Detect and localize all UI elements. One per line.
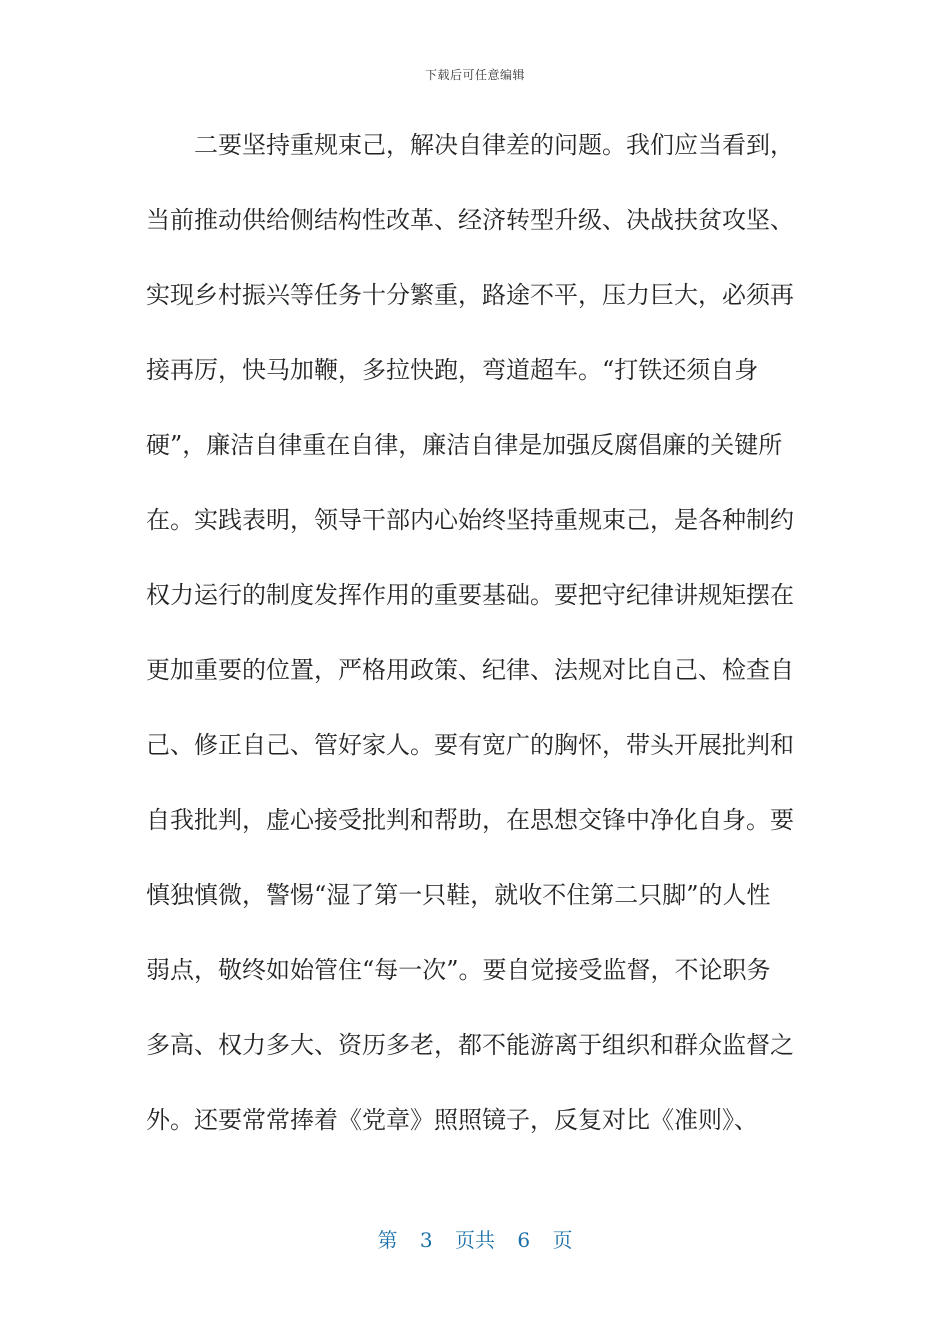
text-line: 外。还要常常捧着《党章》照照镜子，反复对比《准则》、 <box>146 1106 758 1134</box>
text-line: 权力运行的制度发挥作用的重要基础。要把守纪律讲规矩摆在 <box>146 581 794 609</box>
footer-prefix: 第 <box>377 1228 398 1252</box>
text-line: 当前推动供给侧结构性改革、经济转型升级、决战扶贫攻坚、 <box>146 206 794 234</box>
text-line: 弱点，敬终如始管住“每一次”。要自觉接受监督，不论职务 <box>146 956 771 984</box>
page-footer <box>0 1224 950 1253</box>
text-line: 在。实践表明，领导干部内心始终坚持重规束己，是各种制约 <box>146 506 794 534</box>
header-note: 下载后可任意编辑 <box>424 68 525 82</box>
text-line: 硬”，廉洁自律重在自律，廉洁自律是加强反腐倡廉的关键所 <box>146 431 783 459</box>
footer-middle: 页共 <box>455 1228 495 1252</box>
total-pages-number: 6 <box>517 1228 531 1252</box>
text-line: 自我批判，虚心接受批判和帮助，在思想交锋中净化自身。要 <box>146 806 794 834</box>
current-page-number: 3 <box>419 1228 433 1252</box>
text-line: 实现乡村振兴等任务十分繁重，路途不平，压力巨大，必须再 <box>146 281 794 309</box>
text-line: 接再厉，快马加鞭，多拉快跑，弯道超车。“打铁还须自身 <box>146 356 759 384</box>
footer-suffix: 页 <box>552 1228 573 1252</box>
text-line: 己、修正自己、管好家人。要有宽广的胸怀，带头开展批判和 <box>146 731 794 759</box>
body-text <box>146 108 794 1158</box>
text-line: 多高、权力多大、资历多老，都不能游离于组织和群众监督之 <box>146 1031 794 1059</box>
text-line: 更加重要的位置，严格用政策、纪律、法规对比自己、检查自 <box>146 656 794 684</box>
text-line: 二要坚持重规束己，解决自律差的问题。我们应当看到， <box>146 131 794 159</box>
text-line: 慎独慎微，警惕“湿了第一只鞋，就收不住第二只脚”的人性 <box>146 881 771 909</box>
